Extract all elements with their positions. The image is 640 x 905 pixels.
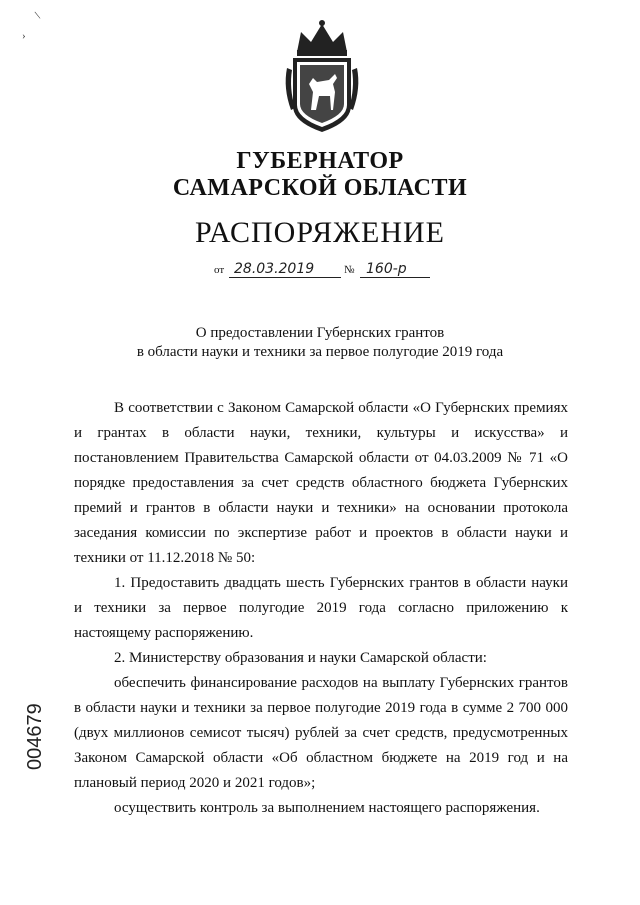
document-body	[74, 396, 568, 821]
scan-mark: \	[33, 7, 42, 23]
item-1-paragraph: 1. Предоставить двадцать шесть Губернских грантов в области науки и техники за первое полугодие 2019 года согласно приложению к настоящему распоряжению.	[74, 575, 568, 641]
preamble-paragraph: В соответствии с Законом Самарской области «О Губернских премиях и грантах в области науки, техники, культуры и искусства» и постановлением Правительства Самарской области от 04.03.2009 № 71 «О порядке предоставления за счет средств областного бюджета Губернских премий и грантов в области науки и техники» на основании протокола заседания комиссии по экспертизе работ и проектов в области науки и техники от 11.12.2018 № 50:	[74, 400, 568, 566]
document-subject	[0, 324, 640, 362]
date-value: 28.03.2019	[234, 261, 315, 277]
subject-line1: О предоставлении Губернских грантов	[195, 325, 445, 341]
date-label: от	[214, 264, 225, 276]
registration-number-vertical: 004679	[24, 703, 46, 770]
scan-mark-2: ›	[22, 30, 26, 42]
subject-line2: в области науки и техники за первое полугодие 2019 года	[136, 344, 504, 360]
number-label: №	[344, 264, 355, 276]
item-2a-paragraph: обеспечить финансирование расходов на выплату Губернских грантов в области науки и техники за первое полугодие 2019 года в сумме 2 700 000 (двух миллионов семисот тысяч) рублей за счет средств, предусмотренных Законом Самарской области «Об областном бюджете на 2019 год и на плановый период 2020 и 2021 годов»;	[74, 675, 568, 791]
item-2b-paragraph: осуществить контроль за выполнением настоящего распоряжения.	[114, 800, 540, 816]
coat-of-arms-icon	[283, 18, 361, 136]
date-number-line	[214, 258, 434, 278]
item-2-paragraph: 2. Министерству образования и науки Самарской области:	[114, 650, 487, 666]
number-value: 160-р	[366, 261, 407, 277]
issuer-title-line2: САМАРСКОЙ ОБЛАСТИ	[172, 175, 468, 201]
issuer-title-line1: ГУБЕРНАТОР	[236, 148, 404, 174]
document-type: РАСПОРЯЖЕНИЕ	[194, 216, 446, 249]
